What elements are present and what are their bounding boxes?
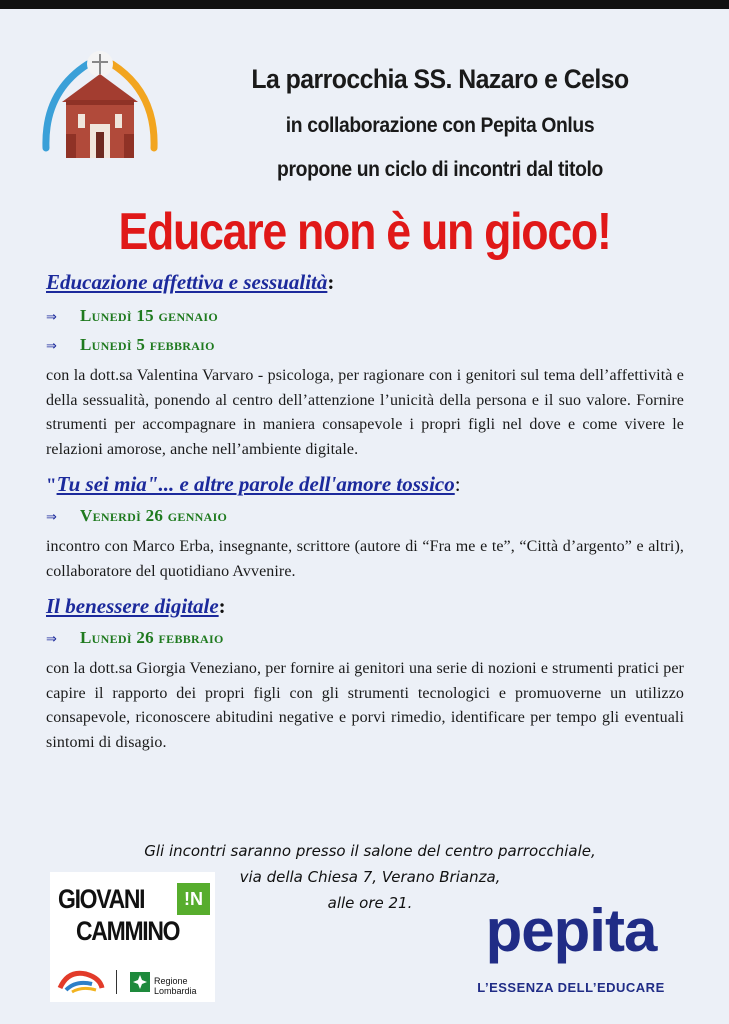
arrow-icon: ⇒ (46, 632, 57, 647)
section-colon: : (218, 594, 226, 618)
parish-logo-icon (36, 44, 164, 170)
section-description: con la dott.sa Valentina Varvaro - psicologa, per ragionare con i genitori sul tema dell’affettività e della sessualità, ponendo al centro dell’attenzione l’unicità della persona e il suo valore. Fornire strumenti per accompagnare in maniera consapevole i propri figli nel dove e come vivere le relazioni amorose, anche nell’ambiente digitale. (46, 367, 684, 458)
giovani-word: GIOVANI (58, 884, 145, 914)
venue-line-3: alle ore 21. (327, 894, 413, 912)
arrow-icon: ⇒ (46, 339, 57, 354)
pepita-tagline: L’ESSENZA DELL’EDUCARE (477, 980, 665, 995)
pepita-wordmark: pepita (485, 897, 657, 964)
pepita-logo (460, 898, 682, 995)
lombardia-line-2: Lombardia (154, 986, 197, 996)
date-label: Venerdì 26 gennaio (80, 506, 228, 525)
header (180, 60, 700, 184)
venue-line-2: via della Chiesa 7, Verano Brianza, (239, 868, 501, 886)
section-colon: : (454, 472, 461, 496)
section-description: con la dott.sa Giorgia Veneziano, per fornire ai genitori una serie di nozioni e strumenti pratici per capire il rapporto dei propri figli con gli strumenti tecnologici e promuoverne un utilizzo consapevole, riconoscere abitudini negative e porvi rimedio, identificare per tempo gli eventuali sintomi di disagio. (46, 660, 684, 751)
date-row (46, 335, 684, 364)
section-description: incontro con Marco Erba, insegnante, scrittore (autore di “Fra me e te”, “Città d’argento” e altri), collaboratore del quotidiano Avvenire. (46, 538, 684, 580)
date-row (46, 628, 684, 657)
section-title: Il benessere digitale (46, 594, 219, 618)
arrow-icon: ⇒ (46, 310, 57, 325)
arrow-icon: ⇒ (46, 510, 57, 525)
lombardia-line-1: Regione (154, 976, 188, 986)
date-label: Lunedì 26 febbraio (80, 628, 224, 647)
header-line-1: La parrocchia SS. Nazaro e Celso (251, 64, 629, 94)
section-affettiva (46, 270, 684, 462)
section-colon: : (327, 270, 335, 294)
date-label: Lunedì 5 febbraio (80, 335, 215, 354)
section-title: Educazione affettiva e sessualità (46, 270, 328, 294)
regione-lombardia-text (154, 976, 197, 996)
date-label: Lunedì 15 gennaio (80, 306, 218, 325)
sections (46, 268, 684, 755)
giovani-in-cammino-logo (50, 872, 215, 1002)
date-row (46, 306, 684, 335)
top-bar (0, 0, 729, 9)
section-tossico (46, 472, 684, 584)
section-digitale (46, 594, 684, 755)
opening-quote: " (46, 475, 57, 496)
section-title: Tu sei mia"... e altre parole dell'amore tossico (56, 472, 455, 496)
cammino-word: CAMMINO (76, 916, 180, 946)
diocese-logo-icon (56, 968, 106, 994)
logo-divider (116, 970, 117, 994)
lombardia-rose-icon (130, 972, 150, 992)
header-line-2: in collaborazione con Pepita Onlus (285, 114, 595, 137)
header-line-3: propone un ciclo di incontri dal titolo (277, 158, 603, 181)
main-title: Educare non è un gioco! (118, 203, 611, 261)
date-row (46, 506, 684, 535)
venue-line-1: Gli incontri saranno presso il salone del centro parrocchiale, (144, 842, 596, 860)
in-badge: !N (177, 883, 210, 915)
